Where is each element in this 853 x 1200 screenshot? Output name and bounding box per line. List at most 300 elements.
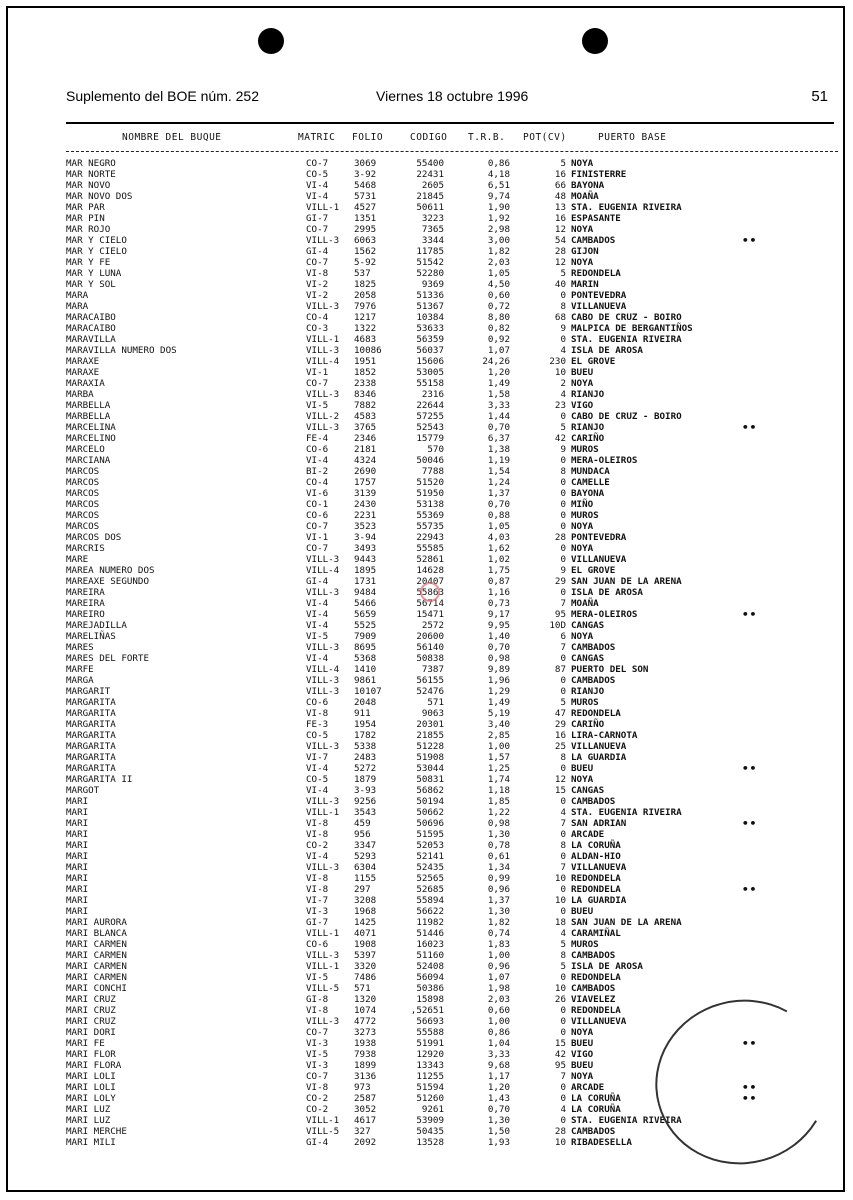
table-row bbox=[0, 158, 853, 169]
cell-name: MAR Y LUNA bbox=[66, 268, 122, 279]
cell-pot: 10D bbox=[549, 620, 566, 631]
cell-matric: VILL-3 bbox=[306, 950, 340, 961]
cell-folio: 4772 bbox=[354, 1016, 377, 1027]
publication-date: Viernes 18 octubre 1996 bbox=[376, 88, 529, 104]
cell-codigo: 56359 bbox=[416, 334, 444, 345]
cell-port: MUROS bbox=[571, 444, 599, 455]
cell-port: SAN JUAN DE LA ARENA bbox=[571, 576, 682, 587]
cell-port: REDONDELA bbox=[571, 884, 621, 895]
cell-port: NOYA bbox=[571, 521, 594, 532]
table-row bbox=[0, 774, 853, 785]
cell-trb: 3,33 bbox=[487, 400, 510, 411]
table-row bbox=[0, 785, 853, 796]
cell-folio: 3069 bbox=[354, 158, 377, 169]
cell-trb: 1,07 bbox=[487, 345, 510, 356]
cell-port: NOYA bbox=[571, 1027, 594, 1038]
cell-matric: VI-8 bbox=[306, 708, 329, 719]
cell-pot: 95 bbox=[554, 609, 566, 620]
cell-port: CAMBADOS bbox=[571, 983, 616, 994]
cell-codigo: 50611 bbox=[416, 202, 444, 213]
cell-matric: CO-5 bbox=[306, 169, 329, 180]
cell-port: ARCADE bbox=[571, 1082, 605, 1093]
cell-trb: 1,37 bbox=[487, 895, 510, 906]
cell-trb: 1,02 bbox=[487, 554, 510, 565]
cell-port: CAMBADOS bbox=[571, 642, 616, 653]
cell-port: RIANJO bbox=[571, 422, 605, 433]
cell-pot: 66 bbox=[554, 180, 566, 191]
cell-port: CARIÑO bbox=[571, 433, 605, 444]
table-row bbox=[0, 730, 853, 741]
cell-trb: 1,93 bbox=[487, 1137, 510, 1148]
table-row bbox=[0, 719, 853, 730]
cell-port: REDONDELA bbox=[571, 972, 621, 983]
cell-folio: 6304 bbox=[354, 862, 377, 873]
cell-name: MARI FLORA bbox=[66, 1060, 122, 1071]
cell-codigo: 55400 bbox=[416, 158, 444, 169]
cell-pot: 4 bbox=[560, 389, 566, 400]
cell-port: LA CORUÑA bbox=[571, 840, 621, 851]
cell-pot: 0 bbox=[560, 686, 566, 697]
cell-pot: 230 bbox=[549, 356, 566, 367]
cell-pot: 8 bbox=[560, 752, 566, 763]
cell-pot: 0 bbox=[560, 1082, 566, 1093]
cell-name: MARCELINA bbox=[66, 422, 116, 433]
cell-matric: VI-4 bbox=[306, 785, 329, 796]
cell-pot: 8 bbox=[560, 466, 566, 477]
cell-name: MAR NOVO bbox=[66, 180, 111, 191]
cell-trb: 1,62 bbox=[487, 543, 510, 554]
cell-trb: 1,37 bbox=[487, 488, 510, 499]
cell-port: CARAMIÑAL bbox=[571, 928, 621, 939]
cell-trb: 1,96 bbox=[487, 675, 510, 686]
cell-matric: VI-4 bbox=[306, 609, 329, 620]
table-row bbox=[0, 576, 853, 587]
cell-pot: 0 bbox=[560, 884, 566, 895]
cell-matric: GI-8 bbox=[306, 994, 329, 1005]
table-row bbox=[0, 422, 853, 433]
cell-matric: CO-2 bbox=[306, 1104, 329, 1115]
cell-matric: VI-4 bbox=[306, 851, 329, 862]
cell-folio: 1320 bbox=[354, 994, 377, 1005]
cell-trb: 1,85 bbox=[487, 796, 510, 807]
cell-folio: 5-92 bbox=[354, 257, 377, 268]
cell-port: VILLANUEVA bbox=[571, 1016, 627, 1027]
cell-codigo: 9261 bbox=[421, 1104, 444, 1115]
table-row bbox=[0, 345, 853, 356]
cell-folio: 1825 bbox=[354, 279, 377, 290]
cell-trb: 9,95 bbox=[487, 620, 510, 631]
col-header-port: PUERTO BASE bbox=[598, 132, 667, 143]
table-row bbox=[0, 631, 853, 642]
cell-port: CANGAS bbox=[571, 785, 605, 796]
cell-matric: FE-4 bbox=[306, 433, 329, 444]
cell-name: MARELIÑAS bbox=[66, 631, 116, 642]
cell-pot: 0 bbox=[560, 543, 566, 554]
table-row bbox=[0, 675, 853, 686]
cell-trb: 0,86 bbox=[487, 1027, 510, 1038]
table-row bbox=[0, 257, 853, 268]
table-row bbox=[0, 1016, 853, 1027]
cell-folio: 1938 bbox=[354, 1038, 377, 1049]
cell-name: MARI bbox=[66, 807, 89, 818]
cell-folio: 1954 bbox=[354, 719, 377, 730]
cell-pot: 16 bbox=[554, 169, 566, 180]
cell-name: MARCELINO bbox=[66, 433, 116, 444]
table-row bbox=[0, 268, 853, 279]
cell-trb: 0,96 bbox=[487, 884, 510, 895]
cell-name: MAR ROJO bbox=[66, 224, 111, 235]
table-row bbox=[0, 378, 853, 389]
cell-name: MARI CRUZ bbox=[66, 994, 116, 1005]
cell-name: MARI LOLI bbox=[66, 1071, 116, 1082]
cell-trb: 1,74 bbox=[487, 774, 510, 785]
cell-codigo: 52435 bbox=[416, 862, 444, 873]
cell-name: MAREIRA bbox=[66, 598, 105, 609]
cell-folio: 2338 bbox=[354, 378, 377, 389]
cell-port: MALPICA DE BERGANTIÑOS bbox=[571, 323, 693, 334]
cell-pot: 5 bbox=[560, 268, 566, 279]
cell-codigo: 7387 bbox=[421, 664, 444, 675]
cell-name: MARGARITA bbox=[66, 730, 116, 741]
cell-trb: 5,19 bbox=[487, 708, 510, 719]
cell-pot: 16 bbox=[554, 730, 566, 741]
cell-matric: VILL-3 bbox=[306, 345, 340, 356]
cell-matric: VI-3 bbox=[306, 906, 329, 917]
cell-name: MARGARITA bbox=[66, 763, 116, 774]
cell-port: BUEU bbox=[571, 367, 594, 378]
cell-folio: 2995 bbox=[354, 224, 377, 235]
table-row bbox=[0, 829, 853, 840]
cell-trb: 1,20 bbox=[487, 367, 510, 378]
cell-matric: VILL-1 bbox=[306, 807, 340, 818]
cell-port: CABO DE CRUZ - BOIRO bbox=[571, 411, 682, 422]
cell-folio: 3347 bbox=[354, 840, 377, 851]
cell-name: MARI CARMEN bbox=[66, 950, 127, 961]
cell-folio: 7882 bbox=[354, 400, 377, 411]
table-row bbox=[0, 554, 853, 565]
cell-name: MARI BLANCA bbox=[66, 928, 127, 939]
cell-matric: VILL-4 bbox=[306, 356, 340, 367]
cell-port: VILLANUEVA bbox=[571, 862, 627, 873]
col-header-name: NOMBRE DEL BUQUE bbox=[122, 132, 222, 143]
cell-folio: 1155 bbox=[354, 873, 377, 884]
cell-name: MARBA bbox=[66, 389, 94, 400]
cell-folio: 537 bbox=[354, 268, 371, 279]
cell-pot: 5 bbox=[560, 422, 566, 433]
cell-codigo: 12920 bbox=[416, 1049, 444, 1060]
cell-port: REDONDELA bbox=[571, 1005, 621, 1016]
cell-pot: 8 bbox=[560, 950, 566, 961]
cell-trb: 0,98 bbox=[487, 818, 510, 829]
cell-pot: 28 bbox=[554, 532, 566, 543]
cell-folio: 2048 bbox=[354, 697, 377, 708]
cell-name: MARI CARMEN bbox=[66, 961, 127, 972]
table-row bbox=[0, 741, 853, 752]
vessel-table bbox=[0, 158, 853, 1148]
cell-codigo: 52565 bbox=[416, 873, 444, 884]
cell-port: BAYONA bbox=[571, 180, 605, 191]
col-header-codigo: CODIGO bbox=[410, 132, 448, 143]
cell-folio: 1951 bbox=[354, 356, 377, 367]
cell-port: REDONDELA bbox=[571, 708, 621, 719]
table-row bbox=[0, 213, 853, 224]
cell-codigo: 55158 bbox=[416, 378, 444, 389]
cell-codigo: 55588 bbox=[416, 1027, 444, 1038]
cell-codigo: 22644 bbox=[416, 400, 444, 411]
cell-name: MARI LOLI bbox=[66, 1082, 116, 1093]
cell-port: NOYA bbox=[571, 257, 594, 268]
cell-folio: 8695 bbox=[354, 642, 377, 653]
cell-folio: 1410 bbox=[354, 664, 377, 675]
table-row bbox=[0, 818, 853, 829]
table-row bbox=[0, 455, 853, 466]
cell-trb: 1,04 bbox=[487, 1038, 510, 1049]
cell-pot: 12 bbox=[554, 257, 566, 268]
column-header-rule bbox=[66, 151, 838, 152]
cell-pot: 9 bbox=[560, 323, 566, 334]
cell-pot: 5 bbox=[560, 939, 566, 950]
cell-codigo: 57255 bbox=[416, 411, 444, 422]
cell-port: PONTEVEDRA bbox=[571, 290, 627, 301]
cell-port: MIÑO bbox=[571, 499, 594, 510]
cell-folio: 2483 bbox=[354, 752, 377, 763]
cell-trb: 1,43 bbox=[487, 1093, 510, 1104]
cell-folio: 5466 bbox=[354, 598, 377, 609]
cell-trb: 8,80 bbox=[487, 312, 510, 323]
table-row bbox=[0, 1071, 853, 1082]
cell-folio: 5338 bbox=[354, 741, 377, 752]
cell-name: MARI bbox=[66, 906, 89, 917]
cell-pot: 5 bbox=[560, 158, 566, 169]
cell-name: MARCELO bbox=[66, 444, 105, 455]
table-row bbox=[0, 598, 853, 609]
table-row bbox=[0, 389, 853, 400]
cell-pot: 0 bbox=[560, 1115, 566, 1126]
cell-pot: 0 bbox=[560, 1016, 566, 1027]
table-row bbox=[0, 466, 853, 477]
cell-matric: VILL-5 bbox=[306, 1126, 340, 1137]
cell-codigo: 52141 bbox=[416, 851, 444, 862]
cell-name: MARI MILI bbox=[66, 1137, 116, 1148]
table-row bbox=[0, 873, 853, 884]
cell-folio: 5525 bbox=[354, 620, 377, 631]
table-row bbox=[0, 807, 853, 818]
cell-pot: 2 bbox=[560, 378, 566, 389]
cell-port: VIGO bbox=[571, 1049, 594, 1060]
cell-name: MARCRIS bbox=[66, 543, 105, 554]
table-row bbox=[0, 1115, 853, 1126]
cell-name: MARGARITA bbox=[66, 719, 116, 730]
cell-matric: VI-8 bbox=[306, 829, 329, 840]
cell-codigo: 55894 bbox=[416, 895, 444, 906]
cell-name: MAREJADILLA bbox=[66, 620, 127, 631]
cell-folio: 2430 bbox=[354, 499, 377, 510]
table-row bbox=[0, 532, 853, 543]
cell-pot: 0 bbox=[560, 972, 566, 983]
cell-pot: 42 bbox=[554, 1049, 566, 1060]
table-row bbox=[0, 840, 853, 851]
cell-codigo: 56094 bbox=[416, 972, 444, 983]
cell-codigo: 56714 bbox=[416, 598, 444, 609]
cell-trb: 2,85 bbox=[487, 730, 510, 741]
table-row bbox=[0, 796, 853, 807]
cell-name: MARI CRUZ bbox=[66, 1016, 116, 1027]
cell-trb: 3,40 bbox=[487, 719, 510, 730]
cell-codigo: 56622 bbox=[416, 906, 444, 917]
cell-pot: 7 bbox=[560, 862, 566, 873]
cell-name: MARCOS bbox=[66, 477, 100, 488]
cell-matric: VI-8 bbox=[306, 873, 329, 884]
cell-codigo: 20301 bbox=[416, 719, 444, 730]
cell-pot: 0 bbox=[560, 1093, 566, 1104]
cell-folio: 1852 bbox=[354, 367, 377, 378]
cell-port: LA CORUÑA bbox=[571, 1093, 621, 1104]
table-row bbox=[0, 1049, 853, 1060]
cell-matric: VILL-1 bbox=[306, 1115, 340, 1126]
cell-matric: CO-7 bbox=[306, 378, 329, 389]
table-row bbox=[0, 521, 853, 532]
cell-trb: 9,68 bbox=[487, 1060, 510, 1071]
table-row bbox=[0, 477, 853, 488]
cell-trb: 0,99 bbox=[487, 873, 510, 884]
cell-trb: 4,03 bbox=[487, 532, 510, 543]
cell-codigo: 51446 bbox=[416, 928, 444, 939]
table-row bbox=[0, 202, 853, 213]
cell-folio: 3-94 bbox=[354, 532, 377, 543]
cell-pot: 10 bbox=[554, 367, 566, 378]
cell-mark: •• bbox=[742, 817, 758, 830]
cell-pot: 16 bbox=[554, 213, 566, 224]
col-header-trb: T.R.B. bbox=[468, 132, 506, 143]
cell-codigo: 53044 bbox=[416, 763, 444, 774]
cell-port: CABO DE CRUZ - BOIRO bbox=[571, 312, 682, 323]
cell-pot: 0 bbox=[560, 829, 566, 840]
cell-port: MUROS bbox=[571, 510, 599, 521]
cell-trb: 4,50 bbox=[487, 279, 510, 290]
cell-folio: 3139 bbox=[354, 488, 377, 499]
cell-trb: 0,70 bbox=[487, 499, 510, 510]
cell-port: NOYA bbox=[571, 543, 594, 554]
table-row bbox=[0, 620, 853, 631]
cell-trb: 1,49 bbox=[487, 378, 510, 389]
cell-pot: 0 bbox=[560, 455, 566, 466]
cell-trb: 1,29 bbox=[487, 686, 510, 697]
cell-mark: •• bbox=[742, 234, 758, 247]
table-row bbox=[0, 1038, 853, 1049]
cell-name: MARGARITA bbox=[66, 697, 116, 708]
cell-trb: 0,73 bbox=[487, 598, 510, 609]
cell-codigo: 51367 bbox=[416, 301, 444, 312]
cell-codigo: 51336 bbox=[416, 290, 444, 301]
cell-matric: VILL-5 bbox=[306, 983, 340, 994]
cell-pot: 29 bbox=[554, 719, 566, 730]
cell-name: MARCOS DOS bbox=[66, 532, 122, 543]
table-row bbox=[0, 1126, 853, 1137]
table-row bbox=[0, 950, 853, 961]
cell-pot: 7 bbox=[560, 818, 566, 829]
table-row bbox=[0, 246, 853, 257]
cell-port: STA. EUGENIA RIVEIRA bbox=[571, 1115, 682, 1126]
cell-port: ISLA DE AROSA bbox=[571, 345, 643, 356]
cell-pot: 15 bbox=[554, 1038, 566, 1049]
cell-matric: VILL-3 bbox=[306, 686, 340, 697]
cell-name: MARGARITA bbox=[66, 752, 116, 763]
cell-codigo: 51520 bbox=[416, 477, 444, 488]
cell-matric: CO-7 bbox=[306, 158, 329, 169]
table-row bbox=[0, 312, 853, 323]
cell-name: MAR Y FE bbox=[66, 257, 111, 268]
cell-folio: 3493 bbox=[354, 543, 377, 554]
cell-port: CANGAS bbox=[571, 653, 605, 664]
cell-trb: 1,54 bbox=[487, 466, 510, 477]
cell-folio: 1074 bbox=[354, 1005, 377, 1016]
cell-pot: 68 bbox=[554, 312, 566, 323]
cell-name: MARI DORI bbox=[66, 1027, 116, 1038]
cell-name: MARCIANA bbox=[66, 455, 111, 466]
cell-port: MUROS bbox=[571, 697, 599, 708]
cell-pot: 0 bbox=[560, 653, 566, 664]
cell-name: MARFE bbox=[66, 664, 94, 675]
cell-codigo: 3344 bbox=[421, 235, 444, 246]
cell-matric: VILL-1 bbox=[306, 202, 340, 213]
table-row bbox=[0, 444, 853, 455]
cell-folio: 5731 bbox=[354, 191, 377, 202]
cell-port: PONTEVEDRA bbox=[571, 532, 627, 543]
cell-codigo: 2572 bbox=[421, 620, 444, 631]
table-row bbox=[0, 972, 853, 983]
cell-matric: VI-5 bbox=[306, 972, 329, 983]
col-header-pot: POT(CV) bbox=[523, 132, 567, 143]
cell-matric: CO-7 bbox=[306, 224, 329, 235]
cell-folio: 3320 bbox=[354, 961, 377, 972]
cell-codigo: 21855 bbox=[416, 730, 444, 741]
cell-folio: 956 bbox=[354, 829, 371, 840]
cell-codigo: 51594 bbox=[416, 1082, 444, 1093]
cell-pot: 42 bbox=[554, 433, 566, 444]
cell-port: ISLA DE AROSA bbox=[571, 961, 643, 972]
cell-codigo: 11255 bbox=[416, 1071, 444, 1082]
cell-port: BUEU bbox=[571, 1060, 594, 1071]
cell-trb: 3,00 bbox=[487, 235, 510, 246]
cell-matric: CO-6 bbox=[306, 939, 329, 950]
cell-port: MOAÑA bbox=[571, 191, 599, 202]
cell-name: MARGARITA bbox=[66, 741, 116, 752]
cell-name: MARI bbox=[66, 862, 89, 873]
cell-folio: 9256 bbox=[354, 796, 377, 807]
cell-folio: 8346 bbox=[354, 389, 377, 400]
cell-name: MARI FE bbox=[66, 1038, 105, 1049]
cell-folio: 3273 bbox=[354, 1027, 377, 1038]
cell-folio: 3765 bbox=[354, 422, 377, 433]
cell-matric: CO-5 bbox=[306, 730, 329, 741]
cell-port: EL GROVE bbox=[571, 565, 616, 576]
cell-codigo: 20600 bbox=[416, 631, 444, 642]
cell-port: REDONDELA bbox=[571, 268, 621, 279]
cell-port: NOYA bbox=[571, 378, 594, 389]
table-row bbox=[0, 1027, 853, 1038]
cell-codigo: 55585 bbox=[416, 543, 444, 554]
cell-trb: 1,07 bbox=[487, 972, 510, 983]
cell-name: MARI LOLY bbox=[66, 1093, 116, 1104]
cell-matric: CO-7 bbox=[306, 1027, 329, 1038]
cell-folio: 3-93 bbox=[354, 785, 377, 796]
table-row bbox=[0, 301, 853, 312]
cell-folio: 10086 bbox=[354, 345, 382, 356]
cell-name: MARGARITA II bbox=[66, 774, 133, 785]
cell-matric: VILL-3 bbox=[306, 862, 340, 873]
cell-name: MARACAIBO bbox=[66, 323, 116, 334]
cell-codigo: 52280 bbox=[416, 268, 444, 279]
